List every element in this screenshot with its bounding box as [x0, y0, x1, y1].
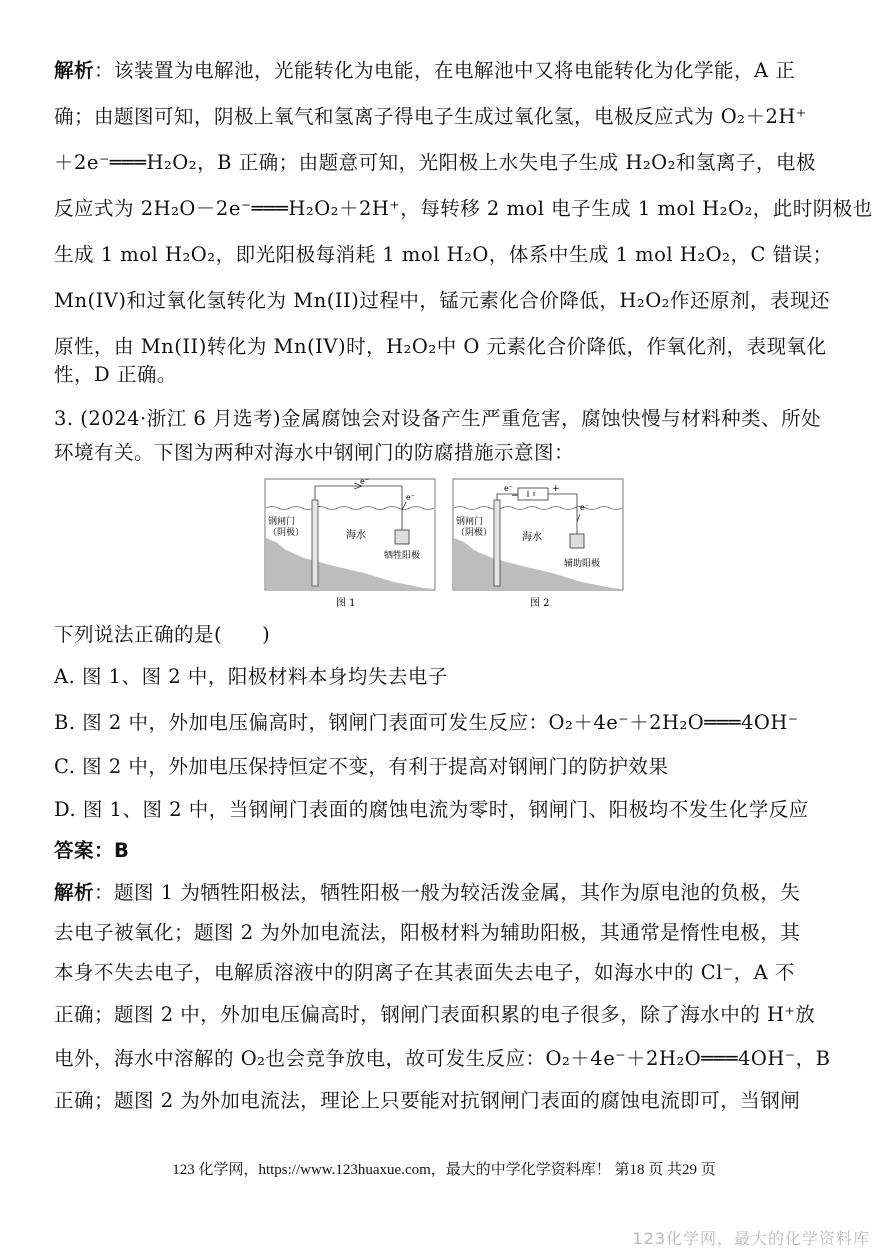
analysis-1-line-6: Mn(IV)和过氧化氢转化为 Mn(II)过程中，锰元素化合价降低，H₂O₂作还原剂，表现还 — [54, 289, 830, 312]
figure-1-caption: 图 1 — [336, 598, 356, 609]
electron-label-right: e⁻ — [580, 503, 589, 512]
auxiliary-anode — [570, 534, 584, 548]
figure-2-caption: 图 2 — [530, 598, 550, 609]
question-3-prompt: 下列说法正确的是( ) — [54, 623, 271, 646]
anode-label: 牺牲阳极 — [384, 551, 421, 561]
analysis-1-line-4: 反应式为 2H₂O－2e⁻═══H₂O₂＋2H⁺，每转移 2 mol 电子生成 1 mol H₂O₂，此时阴极也 — [54, 197, 873, 220]
electron-label-left: e⁻ — [504, 484, 513, 493]
option-d: D. 图 1、图 2 中，当钢闸门表面的腐蚀电流为零时，钢闸门、阳极均不发生化学反应 — [54, 798, 809, 821]
connecting-wire — [548, 494, 577, 534]
analysis-2-line-4: 正确；题图 2 中，外加电压偏高时，钢闸门表面积累的电子很多，除了海水中的 H⁺放 — [54, 1003, 816, 1026]
analysis-2-line-5: 电外，海水中溶解的 O₂也会竞争放电，故可发生反应：O₂＋4e⁻＋2H₂O═══4OH⁻，B — [54, 1047, 831, 1070]
gate-label-2: （阴极） — [456, 528, 493, 538]
answer-label: 答案： — [54, 839, 115, 862]
electron-label-top: e⁻ — [360, 478, 369, 486]
analysis-1-line-8: 性，D 正确。 — [54, 363, 177, 386]
analysis-2-line-1: 解析：题图 1 为牺牲阳极法，牺牲阳极一般为较活泼金属，其作为原电池的负极，失 — [54, 881, 801, 904]
steel-gate — [312, 500, 318, 586]
answer-value: B — [114, 839, 130, 862]
sacrificial-anode — [395, 530, 409, 544]
analysis-2-line-2: 去电子被氧化；题图 2 为外加电流法，阳极材料为辅助阳极，其通常是惰性电极，其 — [54, 921, 801, 944]
steel-gate — [494, 500, 500, 586]
option-b: B. 图 2 中，外加电压偏高时，钢闸门表面可发生反应：O₂＋4e⁻＋2H₂O═══4OH⁻ — [54, 711, 799, 734]
answer-line — [54, 838, 844, 864]
sea-label: 海水 — [522, 532, 542, 543]
plus-label: + — [552, 484, 560, 494]
figure-1-diagram — [264, 478, 436, 614]
gate-label-1: 钢闸门 — [456, 517, 484, 527]
watermark: 123化学网，最大的化学资料库 — [632, 1229, 870, 1248]
arrow-icon — [577, 514, 580, 522]
water-surface — [266, 507, 434, 510]
analysis-2-line-6: 正确；题图 2 为外加电流法，理论上只要能对抗钢闸门表面的腐蚀电流即可，当钢闸 — [54, 1089, 801, 1112]
seabed-shape — [266, 538, 434, 589]
question-3-stem-line-1: 3. (2024·浙江 6 月选考)金属腐蚀会对设备产生严重危害，腐蚀快慢与材料种类、所处 — [54, 407, 822, 430]
gate-label-2: （阴极） — [268, 528, 305, 538]
page-footer: 123 化学网，https://www.123huaxue.com，最大的中学化学资料库！ 第18 页 共29 页 — [172, 1162, 716, 1178]
analysis-1-line-3: ＋2e⁻═══H₂O₂，B 正确；由题意可知，光阳极上水失电子生成 H₂O₂和氢离子，电极 — [54, 151, 816, 174]
question-3-stem-line-2: 环境有关。下图为两种对海水中钢闸门的防腐措施示意图： — [54, 441, 575, 464]
option-a: A. 图 1、图 2 中，阳极材料本身均失去电子 — [54, 665, 448, 688]
anode-label: 辅助阳极 — [564, 559, 601, 569]
analysis-1-line-5: 生成 1 mol H₂O₂，即光阳极每消耗 1 mol H₂O，体系中生成 1 mol H₂O₂，C 错误； — [54, 243, 833, 266]
analysis-2-label: 解析 — [54, 881, 95, 904]
arrow-icon — [402, 502, 406, 510]
analysis-2-line-3: 本身不失去电子，电解质溶液中的阴离子在其表面失去电子，如海水中的 Cl⁻，A 不 — [54, 961, 795, 984]
analysis-1-line-7: 原性，由 Mn(II)转化为 Mn(IV)时，H₂O₂中 O 元素化合价降低，作氧化剂，表现氧化 — [54, 335, 827, 358]
figure-2-diagram — [452, 478, 624, 614]
analysis-1-line-2: 确；由题图可知，阴极上氧气和氢离子得电子生成过氧化氢，电极反应式为 O₂＋2H⁺ — [54, 105, 807, 128]
connecting-wire — [315, 486, 402, 530]
electron-label-right: e⁻ — [406, 493, 415, 502]
gate-label-1: 钢闸门 — [268, 517, 296, 527]
minus-label: − — [511, 491, 519, 501]
figure-2 — [452, 478, 624, 614]
water-surface — [454, 507, 622, 510]
option-c: C. 图 2 中，外加电压保持恒定不变，有利于提高对钢闸门的防护效果 — [54, 755, 669, 778]
sea-label: 海水 — [346, 530, 366, 541]
analysis-1-line-1: 解析：该装置为电解池，光能转化为电能，在电解池中又将电能转化为化学能，A 正 — [54, 59, 796, 82]
power-source — [518, 488, 548, 500]
figure-1 — [264, 478, 436, 614]
analysis-1-label: 解析 — [54, 59, 95, 82]
